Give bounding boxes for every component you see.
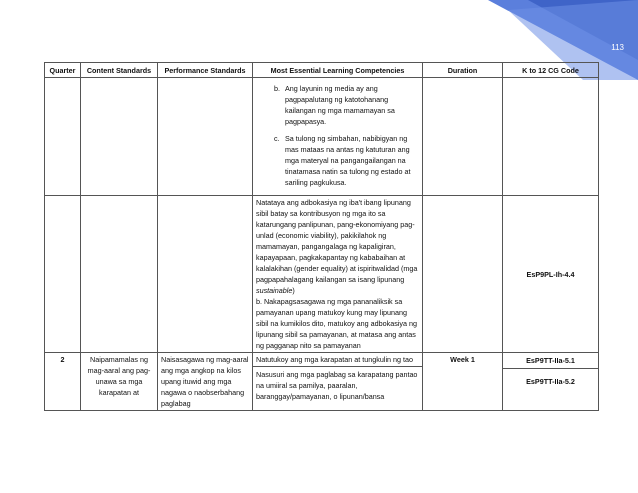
cg-code-a: EsP9TT-IIa-5.1 <box>503 353 598 369</box>
code-cell <box>503 78 599 196</box>
content-cell <box>81 78 158 196</box>
item-text: Ang layunin ng media ay ang pagpapalutang ng katotohanang kailangan ng mga mamamayan sa pagpapasya. <box>285 84 395 126</box>
performance-cell <box>158 196 253 353</box>
header-cg-code: K to 12 CG Code <box>503 63 599 78</box>
header-duration: Duration <box>423 63 503 78</box>
header-quarter: Quarter <box>45 63 81 78</box>
performance-cell <box>158 78 253 196</box>
table-row <box>45 196 599 353</box>
header-row <box>45 63 599 78</box>
competency-cell <box>253 353 423 411</box>
header-performance-standards: Performance Standards <box>158 63 253 78</box>
quarter-cell <box>45 196 81 353</box>
performance-standard: Naisasagawa ng mag-aaral ang mga angkop na kilos upang ituwid ang mga nagawa o naobserbahang paglabag <box>158 353 253 411</box>
duration-cell <box>423 78 503 196</box>
table-row <box>45 78 599 196</box>
code-cell <box>503 353 599 411</box>
competency-cell <box>253 78 423 196</box>
competency-cell <box>253 196 423 353</box>
competency-text-b: b. Nakapagsasagawa ng mga pananaliksik sa pamayanan upang matukoy kung may lipunang sibil na kumikilos dito, matukoy ang adbokasiya ng lipunang sibil sa pamayanan, at matasa ang antas ng pagganap nito sa pamayanan <box>256 297 418 350</box>
competency-b: Nasusuri ang mga paglabag sa karapatang pantao na umiiral sa pamilya, paaralan, baranggay/pamayanan, o lipunan/bansa <box>256 370 418 401</box>
item-text: Sa tulong ng simbahan, nabibigyan ng mas mataas na antas ng katuturan ang mga materyal na pangangailangan na tinatamasa natin sa tulong ng estado at sariling pagkukusa. <box>285 134 411 187</box>
competency-text: Natataya ang adbokasiya ng iba't ibang lipunang sibil batay sa kontribusyon ng mga ito sa katarungang panlipunan, pang-ekonomiyang pag-unlad (economic viability), pakikilahok ng mamamayan, pangangalaga ng kapaligiran, kapayapaan, pagkakapantay ng kababaihan at kalalakihan (gender equality) at ispiritwalidad (mga pagpapahalagang kailangan sa isang lipunang sustainable) <box>256 198 418 295</box>
content-standard: Naipamamalas ng mag-aaral ang pag-unawa sa mga karapatan at <box>81 353 158 411</box>
header-content-standards: Content Standards <box>81 63 158 78</box>
quarter-cell <box>45 78 81 196</box>
curriculum-table <box>44 62 599 411</box>
cg-code: EsP9PL-Ih-4.4 <box>503 196 599 353</box>
list-item <box>256 83 419 127</box>
list-item <box>256 133 419 188</box>
item-label: c. <box>274 134 280 143</box>
quarter-number: 2 <box>45 353 81 411</box>
cg-code-b: EsP9TT-IIa-5.2 <box>526 376 575 386</box>
competency-a: Natutukoy ang mga karapatan at tungkulin ng tao <box>253 353 422 367</box>
item-label: b. <box>274 84 280 93</box>
header-competencies: Most Essential Learning Competencies <box>253 63 423 78</box>
duration-cell <box>423 196 503 353</box>
content-cell <box>81 196 158 353</box>
table-row <box>45 353 599 411</box>
page-number: 113 <box>611 43 624 52</box>
duration: Week 1 <box>423 353 503 411</box>
